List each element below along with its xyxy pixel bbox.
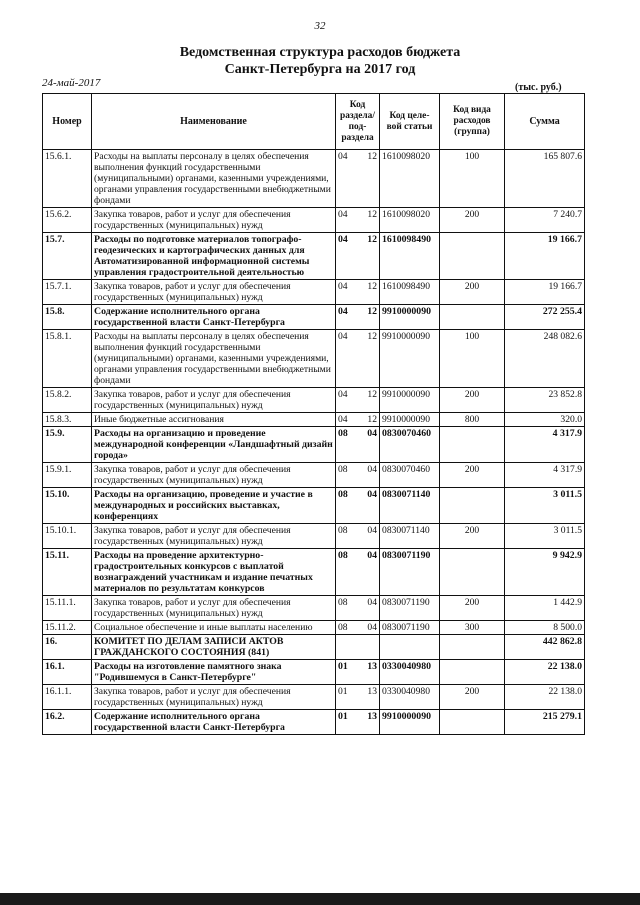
section-code: 08	[336, 596, 358, 621]
section-code	[336, 635, 358, 660]
header-expense-type: Код вида расходов (группа)	[440, 94, 505, 150]
section-code: 01	[336, 710, 358, 735]
expense-type-code: 200	[440, 524, 505, 549]
section-code: 04	[336, 233, 358, 280]
row-name: Закупка товаров, работ и услуг для обеспечения государственных (муниципальных) нужд	[92, 208, 336, 233]
header-number: Номер	[43, 94, 92, 150]
subsection-code: 04	[358, 524, 380, 549]
row-amount: 3 011.5	[505, 524, 585, 549]
row-name: Иные бюджетные ассигнования	[92, 413, 336, 427]
row-number: 15.10.	[43, 488, 92, 524]
table-row	[43, 549, 585, 596]
target-code: 0830071190	[380, 549, 440, 596]
expense-type-code: 200	[440, 463, 505, 488]
table-row	[43, 685, 585, 710]
subsection-code: 12	[358, 413, 380, 427]
expense-type-code	[440, 233, 505, 280]
subsection-code: 13	[358, 660, 380, 685]
target-code: 0330040980	[380, 685, 440, 710]
expense-type-code	[440, 549, 505, 596]
expense-type-code: 200	[440, 208, 505, 233]
section-code: 01	[336, 660, 358, 685]
row-name: Закупка товаров, работ и услуг для обеспечения государственных (муниципальных) нужд	[92, 388, 336, 413]
table-row	[43, 524, 585, 549]
row-name: Закупка товаров, работ и услуг для обеспечения государственных (муниципальных) нужд	[92, 685, 336, 710]
header-name: Наименование	[92, 94, 336, 150]
units-label: (тыс. руб.)	[515, 82, 562, 93]
section-code: 04	[336, 208, 358, 233]
row-name: Расходы на выплаты персоналу в целях обеспечения выполнения функций государственными (муниципальными) органами, казенными учреждениями, органами управления государственными внебюджетными фондами	[92, 150, 336, 208]
row-name: Закупка товаров, работ и услуг для обеспечения государственных (муниципальных) нужд	[92, 463, 336, 488]
subsection-code	[358, 635, 380, 660]
row-amount: 22 138.0	[505, 685, 585, 710]
row-name: Закупка товаров, работ и услуг для обеспечения государственных (муниципальных) нужд	[92, 524, 336, 549]
section-code: 04	[336, 305, 358, 330]
row-amount: 215 279.1	[505, 710, 585, 735]
section-code: 04	[336, 280, 358, 305]
section-code: 04	[336, 388, 358, 413]
table-row	[43, 635, 585, 660]
row-number: 15.8.1.	[43, 330, 92, 388]
target-code: 1610098020	[380, 150, 440, 208]
row-amount: 9 942.9	[505, 549, 585, 596]
subsection-code: 13	[358, 685, 380, 710]
table-row	[43, 388, 585, 413]
row-name: Расходы на изготовление памятного знака "Родившемуся в Санкт-Петербурге"	[92, 660, 336, 685]
row-number: 15.10.1.	[43, 524, 92, 549]
table-row	[43, 710, 585, 735]
section-code: 08	[336, 621, 358, 635]
subsection-code: 04	[358, 596, 380, 621]
expense-type-code: 200	[440, 596, 505, 621]
subsection-code: 12	[358, 233, 380, 280]
subsection-code: 12	[358, 305, 380, 330]
subsection-code: 12	[358, 208, 380, 233]
subsection-code: 12	[358, 330, 380, 388]
expense-type-code: 800	[440, 413, 505, 427]
row-number: 15.9.1.	[43, 463, 92, 488]
table-header-row	[43, 94, 585, 150]
target-code: 1610098490	[380, 280, 440, 305]
row-name: Закупка товаров, работ и услуг для обеспечения государственных (муниципальных) нужд	[92, 596, 336, 621]
table-row	[43, 596, 585, 621]
row-amount: 23 852.8	[505, 388, 585, 413]
row-number: 15.11.1.	[43, 596, 92, 621]
target-code: 1610098490	[380, 233, 440, 280]
expense-type-code: 200	[440, 388, 505, 413]
row-name: Содержание исполнительного органа государственной власти Санкт-Петербурга	[92, 710, 336, 735]
row-name: Расходы на организацию, проведение и участие в международных и российских выставках, конференциях	[92, 488, 336, 524]
subsection-code: 04	[358, 549, 380, 596]
table-row	[43, 463, 585, 488]
target-code: 0830070460	[380, 427, 440, 463]
row-number: 16.2.	[43, 710, 92, 735]
section-code: 04	[336, 413, 358, 427]
row-name: КОМИТЕТ ПО ДЕЛАМ ЗАПИСИ АКТОВ ГРАЖДАНСКОГО СОСТОЯНИЯ (841)	[92, 635, 336, 660]
expense-type-code	[440, 660, 505, 685]
expense-type-code	[440, 305, 505, 330]
expense-type-code: 100	[440, 150, 505, 208]
expense-type-code: 200	[440, 280, 505, 305]
row-name: Закупка товаров, работ и услуг для обеспечения государственных (муниципальных) нужд	[92, 280, 336, 305]
target-code: 9910000090	[380, 388, 440, 413]
subsection-code: 04	[358, 463, 380, 488]
row-amount: 1 442.9	[505, 596, 585, 621]
subsection-code: 04	[358, 621, 380, 635]
row-amount: 442 862.8	[505, 635, 585, 660]
table-row	[43, 427, 585, 463]
document-date: 24-май-2017	[42, 77, 101, 89]
table-row	[43, 660, 585, 685]
row-amount: 272 255.4	[505, 305, 585, 330]
table-row	[43, 208, 585, 233]
target-code: 9910000090	[380, 330, 440, 388]
expense-type-code: 300	[440, 621, 505, 635]
row-number: 16.1.	[43, 660, 92, 685]
table-body	[43, 150, 585, 735]
section-code: 04	[336, 330, 358, 388]
target-code: 0830071140	[380, 524, 440, 549]
row-amount: 7 240.7	[505, 208, 585, 233]
row-amount: 165 807.6	[505, 150, 585, 208]
target-code	[380, 635, 440, 660]
row-amount: 248 082.6	[505, 330, 585, 388]
row-number: 15.8.	[43, 305, 92, 330]
row-name: Социальное обеспечение и иные выплаты населению	[92, 621, 336, 635]
title-line-1: Ведомственная структура расходов бюджета	[179, 45, 461, 60]
target-code: 1610098020	[380, 208, 440, 233]
row-amount: 4 317.9	[505, 463, 585, 488]
table-row	[43, 330, 585, 388]
row-number: 15.11.2.	[43, 621, 92, 635]
subsection-code: 12	[358, 388, 380, 413]
row-amount: 4 317.9	[505, 427, 585, 463]
target-code: 9910000090	[380, 710, 440, 735]
table-row	[43, 233, 585, 280]
scan-edge-bar	[0, 893, 640, 905]
row-number: 15.6.1.	[43, 150, 92, 208]
section-code: 01	[336, 685, 358, 710]
row-name: Расходы на выплаты персоналу в целях обеспечения выполнения функций государственными (муниципальными) органами, казенными учреждениями, органами управления государственными внебюджетными фондами	[92, 330, 336, 388]
section-code: 08	[336, 463, 358, 488]
header-section-code: Код раздела/ под- раздела	[336, 94, 380, 150]
document-title	[0, 44, 640, 78]
target-code: 9910000090	[380, 305, 440, 330]
section-code: 08	[336, 488, 358, 524]
row-amount: 320.0	[505, 413, 585, 427]
target-code: 0330040980	[380, 660, 440, 685]
table-row	[43, 150, 585, 208]
subsection-code: 12	[358, 280, 380, 305]
row-number: 16.	[43, 635, 92, 660]
row-number: 15.7.	[43, 233, 92, 280]
row-number: 15.8.2.	[43, 388, 92, 413]
budget-table	[42, 93, 585, 735]
page-number: 32	[314, 20, 326, 32]
row-amount: 3 011.5	[505, 488, 585, 524]
row-name: Расходы по подготовке материалов топографо-геодезических и картографических данных для Автоматизированной информационной системы управления градостроительной деятельностью	[92, 233, 336, 280]
table-row	[43, 488, 585, 524]
section-code: 08	[336, 549, 358, 596]
table-row	[43, 621, 585, 635]
section-code: 08	[336, 427, 358, 463]
header-sum: Сумма	[505, 94, 585, 150]
expense-type-code	[440, 488, 505, 524]
target-code: 0830070460	[380, 463, 440, 488]
header-target-code: Код целе- вой статьи	[380, 94, 440, 150]
expense-type-code	[440, 427, 505, 463]
section-code: 08	[336, 524, 358, 549]
subsection-code: 13	[358, 710, 380, 735]
subsection-code: 12	[358, 150, 380, 208]
table-row	[43, 413, 585, 427]
target-code: 0830071190	[380, 596, 440, 621]
row-amount: 19 166.7	[505, 233, 585, 280]
table-row	[43, 305, 585, 330]
expense-type-code: 200	[440, 685, 505, 710]
row-number: 15.7.1.	[43, 280, 92, 305]
row-name: Расходы на проведение архитектурно-градостроительных конкурсов с выплатой вознаграждений участникам и издание печатных материалов по результатам конкурсов	[92, 549, 336, 596]
section-code: 04	[336, 150, 358, 208]
target-code: 0830071140	[380, 488, 440, 524]
subsection-code: 04	[358, 488, 380, 524]
row-amount: 22 138.0	[505, 660, 585, 685]
expense-type-code: 100	[440, 330, 505, 388]
target-code: 0830071190	[380, 621, 440, 635]
row-number: 15.11.	[43, 549, 92, 596]
expense-type-code	[440, 635, 505, 660]
row-amount: 8 500.0	[505, 621, 585, 635]
row-number: 15.8.3.	[43, 413, 92, 427]
expense-type-code	[440, 710, 505, 735]
subsection-code: 04	[358, 427, 380, 463]
row-number: 15.6.2.	[43, 208, 92, 233]
table-row	[43, 280, 585, 305]
row-number: 15.9.	[43, 427, 92, 463]
row-name: Расходы на организацию и проведение международной конференции «Ландшафтный дизайн города»	[92, 427, 336, 463]
title-line-2: Санкт-Петербурга на 2017 год	[224, 62, 416, 77]
target-code: 9910000090	[380, 413, 440, 427]
row-number: 16.1.1.	[43, 685, 92, 710]
row-name: Содержание исполнительного органа государственной власти Санкт-Петербурга	[92, 305, 336, 330]
row-amount: 19 166.7	[505, 280, 585, 305]
